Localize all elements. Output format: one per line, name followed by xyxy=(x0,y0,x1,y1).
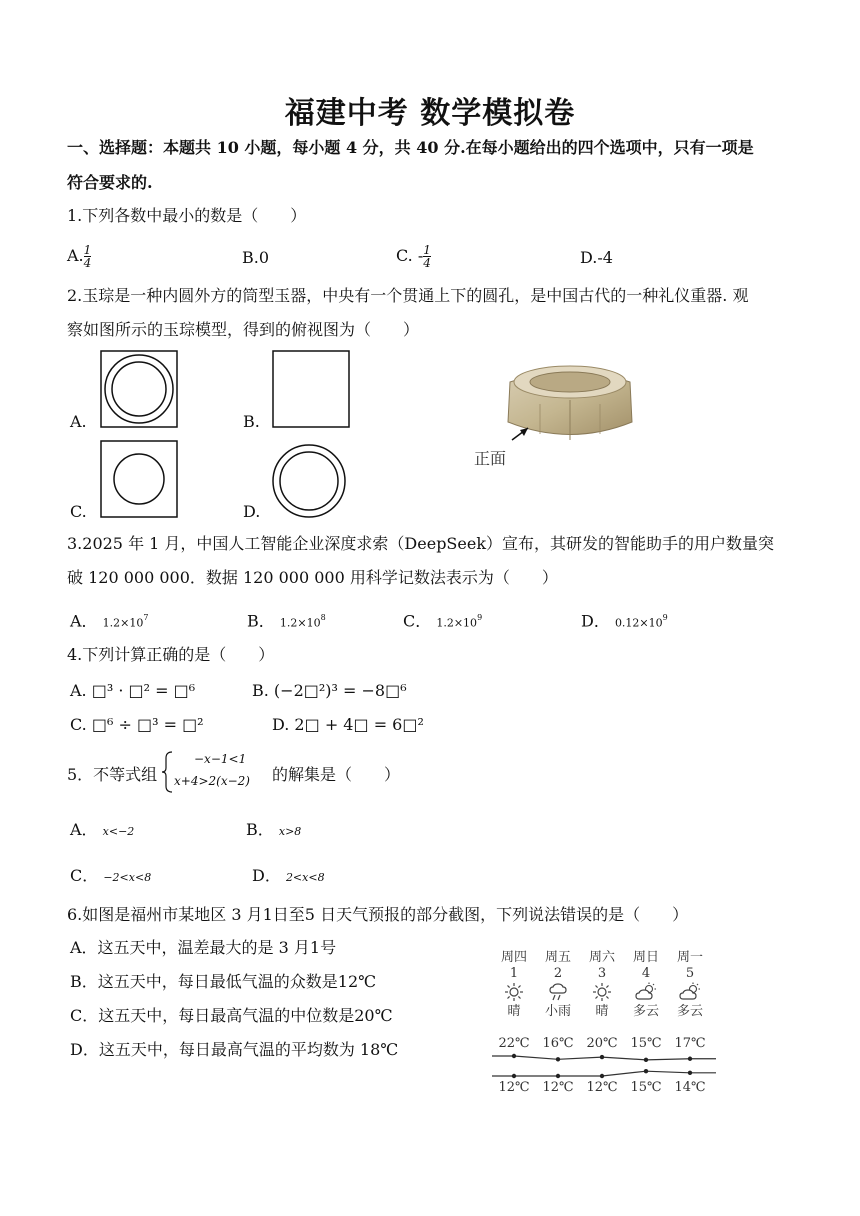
fraction: $\frac{1}{4}$ xyxy=(423,243,431,270)
q4-option-c[interactable]: C. □⁶ ÷ □³ = □² xyxy=(70,715,204,734)
option-c-figure xyxy=(100,440,178,518)
q6-option-a[interactable]: A．这五天中，温差最大的是 3 月1号 xyxy=(70,938,337,957)
q5-stem-prefix: 5．不等式组 xyxy=(67,765,158,784)
weather-day xyxy=(580,950,624,1095)
q5-option-c[interactable]: C． −2<x<8 xyxy=(70,866,152,885)
q3-option-c[interactable]: C． $1.2\times 10^9$ xyxy=(403,611,483,631)
section-heading-line1: 一、选择题：本题共 10 小题，每小题 4 分，共 40 分.在每小题给出的四个选项中，只有一项是 xyxy=(67,138,754,157)
condition: 晴 xyxy=(595,1004,609,1019)
sun-icon xyxy=(492,982,536,1004)
q6-option-b[interactable]: B．这五天中，每日最低气温的众数是12℃ xyxy=(70,972,377,991)
q1-option-d[interactable]: D.-4 xyxy=(580,248,613,267)
option-a-figure xyxy=(100,350,178,428)
q4-option-a[interactable]: A. □³ · □² = □⁶ xyxy=(70,681,196,700)
condition: 小雨 xyxy=(544,1004,571,1019)
page-title: 福建中考 数学模拟卷 xyxy=(284,96,576,131)
q1-option-c[interactable]: C. - $\frac{1}{4}$ xyxy=(396,243,431,270)
q3-option-a[interactable]: A． $1.2\times 10^7$ xyxy=(70,611,149,631)
q5-option-a[interactable]: A． x<−2 xyxy=(70,820,135,839)
q1-stem: 1.下列各数中最小的数是（ ） xyxy=(67,206,307,225)
q4-stem: 4.下列计算正确的是（ ） xyxy=(67,645,275,664)
partly-cloudy-icon xyxy=(668,982,712,1004)
rain-icon xyxy=(536,982,580,1004)
photo-label: 正面 xyxy=(474,449,507,468)
low-temp-curve-point xyxy=(688,1071,692,1075)
q3-stem-line1: 3.2025 年 1 月，中国人工智能企业深度求索（DeepSeek）宣布，其研发的智能助手的用户数量突 xyxy=(67,534,775,553)
q6-option-d[interactable]: D．这五天中，每日最高气温的平均数为 18℃ xyxy=(70,1040,399,1059)
high-temp: 17℃ xyxy=(674,1036,706,1051)
weather-day xyxy=(668,950,712,1095)
jade-cong-photo xyxy=(500,352,640,462)
low-temp: 15℃ xyxy=(630,1080,662,1095)
condition: 多云 xyxy=(676,1004,703,1019)
q5-stem-suffix: 的解集是（ ） xyxy=(272,765,401,784)
condition: 多云 xyxy=(632,1004,659,1019)
option-b-figure xyxy=(272,350,350,428)
date: 5 xyxy=(685,966,695,981)
q4-option-b[interactable]: B. (−2□²)³ = −8□⁶ xyxy=(252,681,407,700)
q2-stem-line1: 2.玉琮是一种内圆外方的筒型玉器，中央有一个贯通上下的圆孔，是中国古代的一种礼仪重器. 观 xyxy=(67,286,749,305)
q5-inequality-1: −x−1<1 xyxy=(194,752,247,766)
date: 2 xyxy=(553,966,563,981)
low-temp-curve-point xyxy=(556,1074,560,1078)
low-temp-curve-point xyxy=(512,1074,516,1078)
date: 4 xyxy=(641,966,651,981)
weekday: 周六 xyxy=(588,950,615,965)
q2-stem-line2: 察如图所示的玉琮模型，得到的俯视图为（ ） xyxy=(67,320,420,339)
q1-option-a[interactable]: A. $\frac{1}{4}$ xyxy=(67,243,92,270)
weather-forecast xyxy=(492,950,716,1100)
low-temp: 14℃ xyxy=(674,1080,706,1095)
weather-day xyxy=(624,950,668,1095)
q2-option-c[interactable]: C. xyxy=(70,502,87,521)
q5-option-b[interactable]: B． x>8 xyxy=(246,820,302,839)
q6-stem: 6.如图是福州市某地区 3 月1日至5 日天气预报的部分截图，下列说法错误的是（ ） xyxy=(67,905,689,924)
partly-cloudy-icon xyxy=(624,982,668,1004)
low-temp-curve-point xyxy=(600,1074,604,1078)
high-temp: 15℃ xyxy=(630,1036,662,1051)
condition: 晴 xyxy=(507,1004,521,1019)
weekday: 周一 xyxy=(676,950,703,965)
sun-icon xyxy=(580,982,624,1004)
weather-day xyxy=(492,950,536,1095)
high-temp: 16℃ xyxy=(542,1036,574,1051)
high-temp-curve-point xyxy=(556,1057,560,1061)
high-temp: 20℃ xyxy=(586,1036,618,1051)
q1-option-b[interactable]: B.0 xyxy=(242,248,270,267)
weekday: 周四 xyxy=(500,950,527,965)
low-temp-curve-point xyxy=(644,1069,648,1073)
q5-option-d[interactable]: D． 2<x<8 xyxy=(252,866,325,885)
brace-icon xyxy=(160,750,174,794)
q3-option-d[interactable]: D． $0.12\times 10^9$ xyxy=(581,611,668,631)
high-temp-curve-point xyxy=(644,1058,648,1062)
q2-option-a[interactable]: A. xyxy=(70,412,87,431)
high-temp-curve-point xyxy=(512,1054,516,1058)
low-temp: 12℃ xyxy=(542,1080,574,1095)
low-temp: 12℃ xyxy=(498,1080,530,1095)
weekday: 周日 xyxy=(632,950,659,965)
q4-option-d[interactable]: D. 2□ + 4□ = 6□² xyxy=(272,715,424,734)
q2-option-d[interactable]: D. xyxy=(243,502,261,521)
q2-option-b[interactable]: B. xyxy=(243,412,260,431)
q3-stem-line2: 破 120 000 000．数据 120 000 000 用科学记数法表示为（ ） xyxy=(67,568,558,587)
low-temp: 12℃ xyxy=(586,1080,618,1095)
date: 1 xyxy=(509,966,519,981)
option-d-figure xyxy=(270,442,348,520)
weekday: 周五 xyxy=(544,950,571,965)
fraction: $\frac{1}{4}$ xyxy=(83,243,92,270)
q3-option-b[interactable]: B． $1.2\times 10^8$ xyxy=(247,611,326,631)
q6-option-c[interactable]: C．这五天中，每日最高气温的中位数是20℃ xyxy=(70,1006,393,1025)
high-temp-curve-point xyxy=(600,1055,604,1059)
weather-day xyxy=(536,950,580,1095)
high-temp: 22℃ xyxy=(498,1036,530,1051)
q5-inequality-2: x+4>2(x−2) xyxy=(174,774,250,788)
section-heading-line2: 符合要求的. xyxy=(67,173,153,192)
date: 3 xyxy=(597,966,607,981)
high-temp-curve-point xyxy=(688,1057,692,1061)
